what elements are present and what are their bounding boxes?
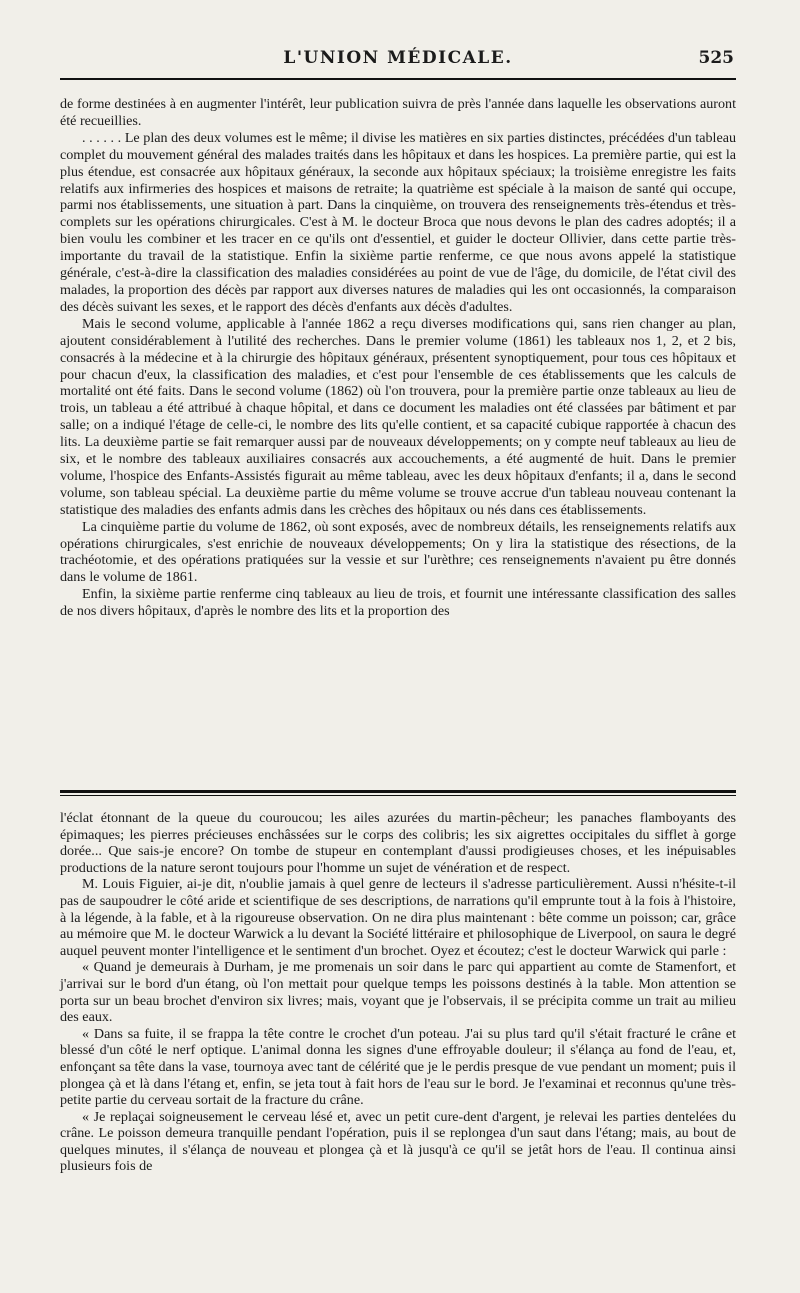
- feuilleton-paragraph: l'éclat étonnant de la queue du couroucou; les ailes azurées du martin-pêcheur; les panaches flamboyants des épimaques; les pierres précieuses enchâssées sur le corps des colibris; les six aigrettes occipitales du sifflet à gorge dorée... Que sais-je encore? On tombe de stupeur en contemplant d'aussi prodigieuses choses, et les inépuisables productions de la nature seront toujours pour l'homme un sujet de vénération et de respect.: [60, 810, 736, 876]
- feuilleton-paragraph: « Quand je demeurais à Durham, je me promenais un soir dans le parc qui appartient au comte de Stamenfort, et j'arrivai sur le bord d'un étang, où l'on mettait pour quelque temps les poissons destinés à la table. Mon attention se porta sur un beau brochet d'environ six livres; mais, voyant que je l'observais, il se précipita comme un trait au milieu des eaux.: [60, 959, 736, 1026]
- article-paragraph: Enfin, la sixième partie renferme cinq tableaux au lieu de trois, et fournit une intéressante classification des salles de nos divers hôpitaux, d'après le nombre des lits et la proportion des: [60, 586, 736, 620]
- page-number: 525: [698, 48, 734, 68]
- journal-title: L'UNION MÉDICALE.: [283, 48, 513, 68]
- article-paragraph: de forme destinées à en augmenter l'intérêt, leur publication suivra de près l'année dans laquelle les observations auront été recueillies.: [60, 96, 736, 129]
- feuilleton-separator: [60, 790, 736, 796]
- article-paragraph: La cinquième partie du volume de 1862, où sont exposés, avec de nombreux détails, les renseignements relatifs aux opérations chirurgicales, s'est enrichie de nouveaux développements; On y lira la statistique des résections, de la trachéotomie, et des opérations pratiquées sur la vessie et sur l'urèthre; ces renseignements n'avaient pu être donnés dans le volume de 1861.: [60, 518, 736, 586]
- page-header: [60, 42, 736, 80]
- article-paragraph: Mais le second volume, applicable à l'année 1862 a reçu diverses modifications qui, sans rien changer au plan, ajoutent considérablement à l'utilité des recherches. Dans le premier volume (1861) les tableaux nos 1, 2, et 2 bis, consacrés à la médecine et à la chirurgie des hôpitaux généraux, présentent synoptiquement, pour tous ces hôpitaux et pour chacun d'eux, la classification des maladies, et c'est pour l'ensemble de ces établissements que les calculs de mortalité ont été faits. Dans le second volume (1862) où l'on trouvera, pour la première partie onze tableaux au lieu de trois, un tableau a été attribué à chaque hôpital, et dans ce document les maladies ont été classées par bâtiment et par salle; on a indiqué l'étage de celle-ci, le nombre des lits qu'elle contient, et sa capacité cubique rapportée à chacun des lits. La deuxième partie se fait remarquer aussi par de nouveaux développements; on y compte neuf tableaux au lieu de six, et le nombre des tableaux auxiliaires consacrés aux accouchements, a été augmenté de huit. Dans le premier volume, l'hospice des Enfants-Assistés figurait au même tableau, avec les deux hôpitaux d'enfants; il a, dans le second volume, son tableau spécial. La deuxième partie du même volume se trouve accrue d'un tableau nouveau contenant la statistique des maladies des enfants admis dans les crèches des hôpitaux ou nés dans ces établissements.: [60, 315, 736, 518]
- feuilleton-paragraph: « Dans sa fuite, il se frappa la tête contre le crochet d'un poteau. J'ai su plus tard qu'il s'était fracturé le crâne et blessé d'un côté le nerf optique. L'animal donna les signes d'une effroyable douleur; il s'élança au fond de l'eau, et, enfonçant sa tête dans la vase, tournoya avec tant de célérité que je le perdis presque de vue pendant un moment; puis il plongea çà et là dans l'étang et, enfin, se jeta tout à fait hors de l'eau sur le bord. Je l'examinai et reconnus qu'une très-petite partie du cerveau sortait de la fracture du crâne.: [60, 1025, 736, 1109]
- feuilleton-article: [60, 810, 736, 1175]
- article-paragraph: . . . . . . Le plan des deux volumes est le même; il divise les matières en six parties distinctes, précédées d'un tableau complet du mouvement général des malades traités dans les hôpitaux et dans les hospices. La première partie, qui est la plus étendue, est consacrée aux hôpitaux généraux, la seconde aux hôpitaux spéciaux; la troisième enregistre les faits relatifs aux infirmeries des hospices et maisons de retraite; la quatrième est spéciale à la maison de santé qui occupe, parmi nos établissements, une situation à part. Dans la cinquième, on trouvera des renseignements très-étendus et très-complets sur les opérations chirurgicales. C'est à M. le docteur Broca que nous devons le plan des cadres adoptés; il a bien voulu les combiner et les tracer en ce qu'ils ont d'essentiel, et guider le docteur Ollivier, dans cette partie très-importante du travail de la statistique. Enfin la sixième partie renferme, ce que nous avons appelé la statistique générale, c'est-à-dire la classification des maladies considérées au point de vue de l'âge, du domicile, de l'état civil des malades, la proportion des décès par rapport aux diverses natures de maladies qui les ont occasionnés, la comparaison des décès suivant les sexes, et le rapport des décès d'enfants aux décès d'adultes.: [60, 129, 736, 315]
- main-article: [60, 96, 736, 620]
- feuilleton-paragraph: « Je replaçai soigneusement le cerveau lésé et, avec un petit cure-dent d'argent, je relevai les parties dentelées du crâne. Le poisson demeura tranquille pendant l'opération, puis il se replongea d'un saut dans l'étang; mais, au bout de quelques minutes, il s'élança de nouveau et plongea çà et là jusqu'à ce qu'il se jetât hors de l'eau. Il continua ainsi plusieurs fois de: [60, 1108, 736, 1175]
- feuilleton-paragraph: M. Louis Figuier, ai-je dit, n'oublie jamais à quel genre de lecteurs il s'adresse particulièrement. Aussi n'hésite-t-il pas de saupoudrer le côté aride et scientifique de ses descriptions, de narrations qu'il emprunte tout à la fois à l'histoire, à la légende, à la fable, et à la rigoureuse observation. On ne dira plus maintenant : bête comme un poisson; car, grâce au mémoire que M. le docteur Warwick a lu devant la Société littéraire et philosophique de Liverpool, on saura le degré auquel peuvent monter l'intelligence et le sentiment d'un brochet. Oyez et écoutez; c'est le docteur Warwick qui parle :: [60, 876, 736, 959]
